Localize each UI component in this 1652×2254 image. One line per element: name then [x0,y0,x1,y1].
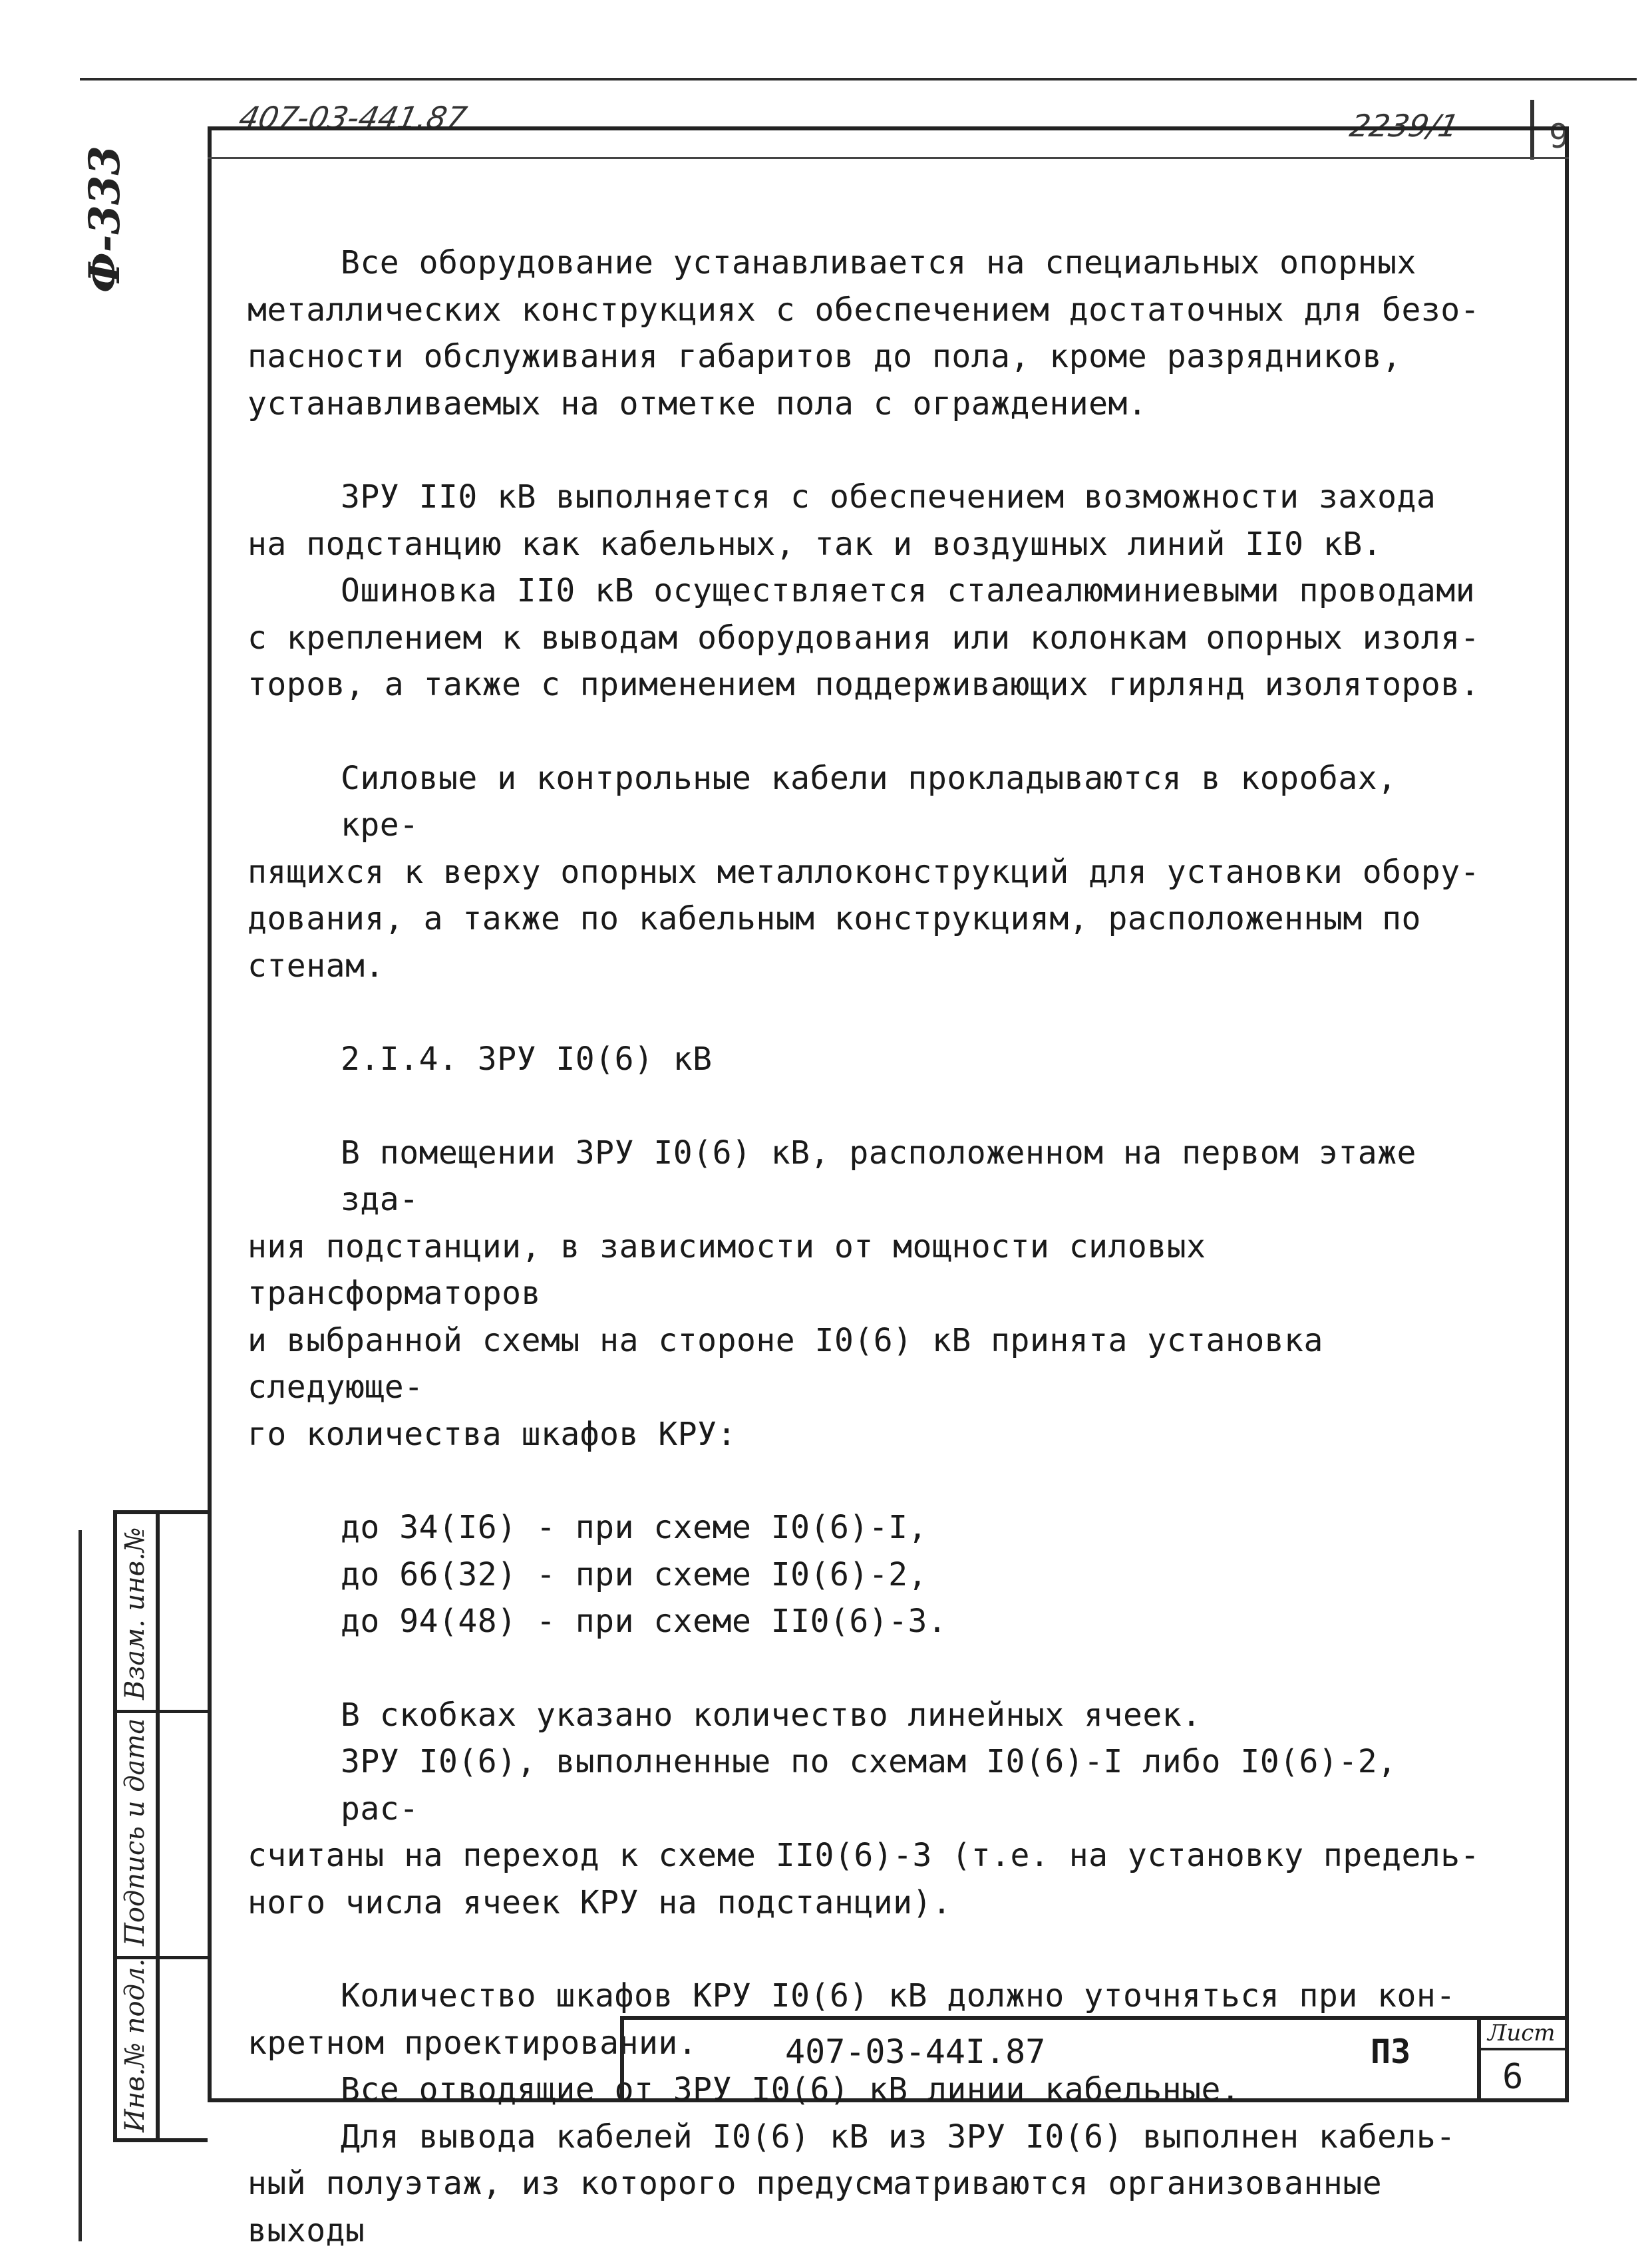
margin-strip-divider [113,1710,208,1713]
handwritten-sheet-code: 2239/1 [1347,108,1462,144]
side-stamp-text: Ф-333 [80,146,130,293]
paragraph-line: В помещении ЗРУ I0(6) кВ, расположенном на первом этаже зда- [341,1134,1416,1218]
paragraph-line: стенам. [248,947,385,985]
paragraph-line: ЗРУ II0 кВ выполняется с обеспечением возможности захода [341,478,1436,516]
paragraph-line: Для вывода кабелей I0(6) кВ из ЗРУ I0(6) выполнен кабель- [341,2118,1456,2156]
left-binding-line [79,1530,82,2241]
paragraph-line: пящихся к верху опорных металлоконструкций для установки обору- [248,853,1480,891]
paragraph-line: пасности обслуживания габаритов до пола, кроме разрядников, [248,338,1402,375]
paragraph-line: Ошиновка II0 кВ осуществляется сталеалюминиевыми проводами [341,572,1476,609]
title-block-mark: ПЗ [1371,2032,1411,2071]
sheet-number: 6 [1502,2057,1524,2097]
sheet-cell-rule [1477,2048,1569,2050]
paragraph-line: дования, а также по кабельным конструкциям, расположенным по [248,900,1421,937]
paragraph-line: считаны на переход к схеме II0(6)-3 (т.е. на установку предель- [248,1837,1480,1874]
frame-inner-rule [208,157,1569,159]
top-rule [80,78,1637,80]
paragraph-line: на подстанцию как кабельных, так и воздушных линий II0 кВ. [248,525,1383,563]
paragraph-line: с креплением к выводам оборудования или колонкам опорных изоля- [248,619,1480,657]
paragraph-line: Количество шкафов КРУ I0(6) кВ должно уточняться при кон- [341,1977,1456,2014]
paragraph-line: кретном проектировании. [248,2024,698,2062]
paragraph-line: устанавливаемых на отметке пола с ограждением. [248,385,1148,422]
paragraph-line: и выбранной схемы на стороне I0(6) кВ принята установка следующе- [248,1321,1323,1406]
paragraph-line: ния подстанции, в зависимости от мощности силовых трансформаторов [248,1227,1206,1312]
paragraph-line: металлических конструкциях с обеспечением достаточных для безо- [248,291,1480,329]
page-corner-number: 9 [1549,117,1569,156]
handwritten-doc-code: 407-03-441.87 [236,100,470,136]
margin-strip-blank-column [158,1510,208,2142]
paragraph-line: ного числа ячеек КРУ на подстанции). [248,1883,952,1921]
title-block-code: 407-03-44I.87 [785,2032,1046,2071]
list-item: до 66(32) - при схеме I0(6)-2, [341,1555,927,1593]
paragraph-line: го количества шкафов КРУ: [248,1415,737,1453]
paragraph-line: В скобках указано количество линейных ячеек. [341,1696,1202,1734]
paragraph-line: торов, а также с применением поддерживающих гирлянд изоляторов. [248,666,1480,703]
document-body [248,240,1485,2254]
title-block [620,2016,1569,2102]
paragraph-line: Все отводящие от ЗРУ I0(6) кВ линии кабельные. [341,2071,1241,2108]
paragraph-line: ный полуэтаж, из которого предусматриваются организованные выходы [248,2165,1383,2249]
paragraph-line: Силовые и контрольные кабели прокладываются в коробах, кре- [341,759,1397,844]
sheet-label: Лист [1488,2020,1556,2046]
list-item: до 94(48) - при схеме II0(6)-3. [341,1603,947,1640]
paragraph-line: ЗРУ I0(6), выполненные по схемам I0(6)-I либо I0(6)-2, рас- [341,1743,1397,1828]
section-heading: 2.I.4. ЗРУ I0(6) кВ [341,1041,713,1078]
list-item: до 34(I6) - при схеме I0(6)-I, [341,1509,927,1546]
paragraph-line: Все оборудование устанавливается на специальных опорных [341,244,1416,281]
